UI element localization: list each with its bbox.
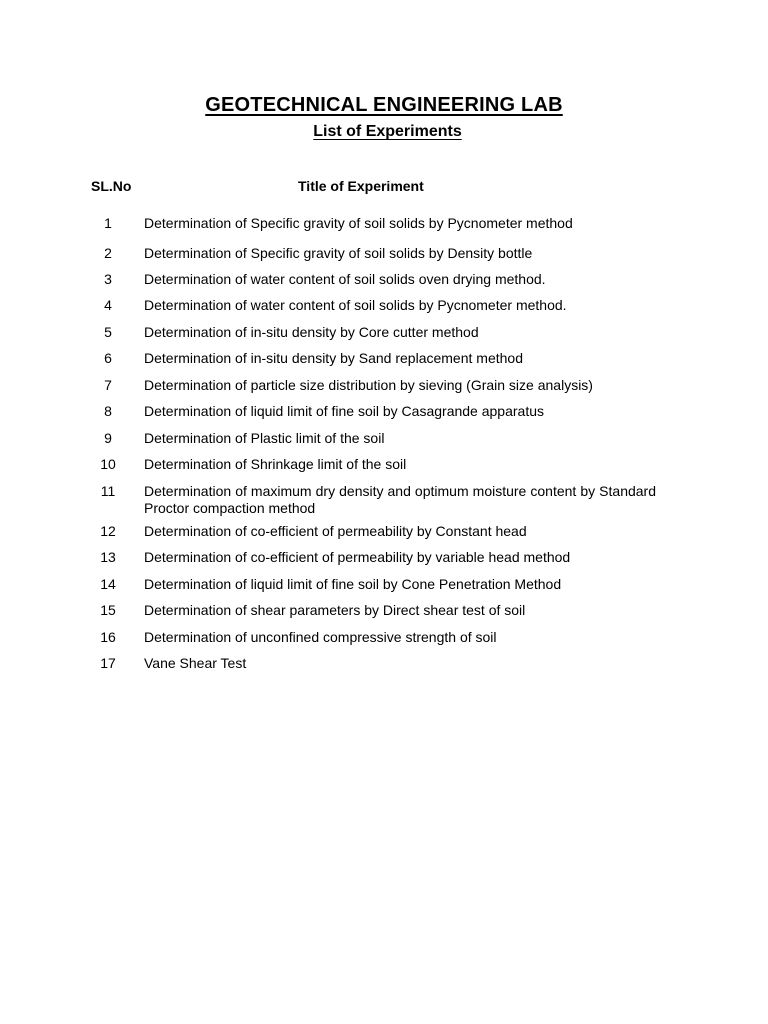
- experiment-title: Determination of water content of soil solids oven drying method.: [144, 271, 546, 287]
- experiment-title: Determination of in-situ density by Core cutter method: [144, 324, 479, 340]
- experiment-number: 7: [104, 377, 112, 393]
- experiment-number: 13: [100, 549, 116, 565]
- experiment-number: 14: [100, 576, 116, 592]
- experiment-number: 12: [100, 523, 116, 539]
- document-subtitle: List of Experiments: [313, 123, 462, 140]
- experiment-number: 5: [104, 324, 112, 340]
- experiment-number: 10: [100, 456, 116, 472]
- experiment-title: Determination of Plastic limit of the soil: [144, 430, 385, 446]
- experiment-number: 16: [100, 629, 116, 645]
- experiment-title: Determination of unconfined compressive strength of soil: [144, 629, 497, 645]
- experiment-title: Determination of particle size distribution by sieving (Grain size analysis): [144, 377, 593, 393]
- experiment-title: Determination of shear parameters by Direct shear test of soil: [144, 602, 526, 618]
- experiment-title: Vane Shear Test: [144, 655, 247, 671]
- experiment-title: Determination of Shrinkage limit of the soil: [144, 456, 407, 472]
- experiment-number: 1: [104, 215, 112, 231]
- column-header-title: Title of Experiment: [298, 178, 424, 194]
- experiment-number: 3: [104, 271, 112, 287]
- experiment-number: 15: [100, 602, 116, 618]
- experiment-number: 6: [104, 350, 112, 366]
- experiment-number: 4: [104, 297, 112, 313]
- experiment-number: 9: [104, 430, 112, 446]
- column-header-slno: SL.No: [91, 178, 132, 194]
- experiment-title: Determination of co-efficient of permeability by Constant head: [144, 523, 527, 539]
- experiment-title: Determination of liquid limit of fine soil by Cone Penetration Method: [144, 576, 562, 592]
- experiment-title: Determination of maximum dry density and optimum moisture content by Standard Proctor compaction method: [144, 483, 656, 516]
- experiment-title: Determination of water content of soil solids by Pycnometer method.: [144, 297, 567, 313]
- experiment-number: 11: [100, 483, 116, 499]
- experiment-title: Determination of Specific gravity of soil solids by Pycnometer method: [144, 215, 573, 231]
- experiment-title: Determination of in-situ density by Sand replacement method: [144, 350, 523, 366]
- document-title: GEOTECHNICAL ENGINEERING LAB: [205, 94, 563, 116]
- experiment-title: Determination of liquid limit of fine soil by Casagrande apparatus: [144, 403, 544, 419]
- experiment-title: Determination of Specific gravity of soil solids by Density bottle: [144, 245, 533, 261]
- experiment-title: Determination of co-efficient of permeability by variable head method: [144, 549, 571, 565]
- experiment-number: 8: [104, 403, 112, 419]
- experiment-number: 17: [100, 655, 116, 671]
- experiment-number: 2: [104, 245, 112, 261]
